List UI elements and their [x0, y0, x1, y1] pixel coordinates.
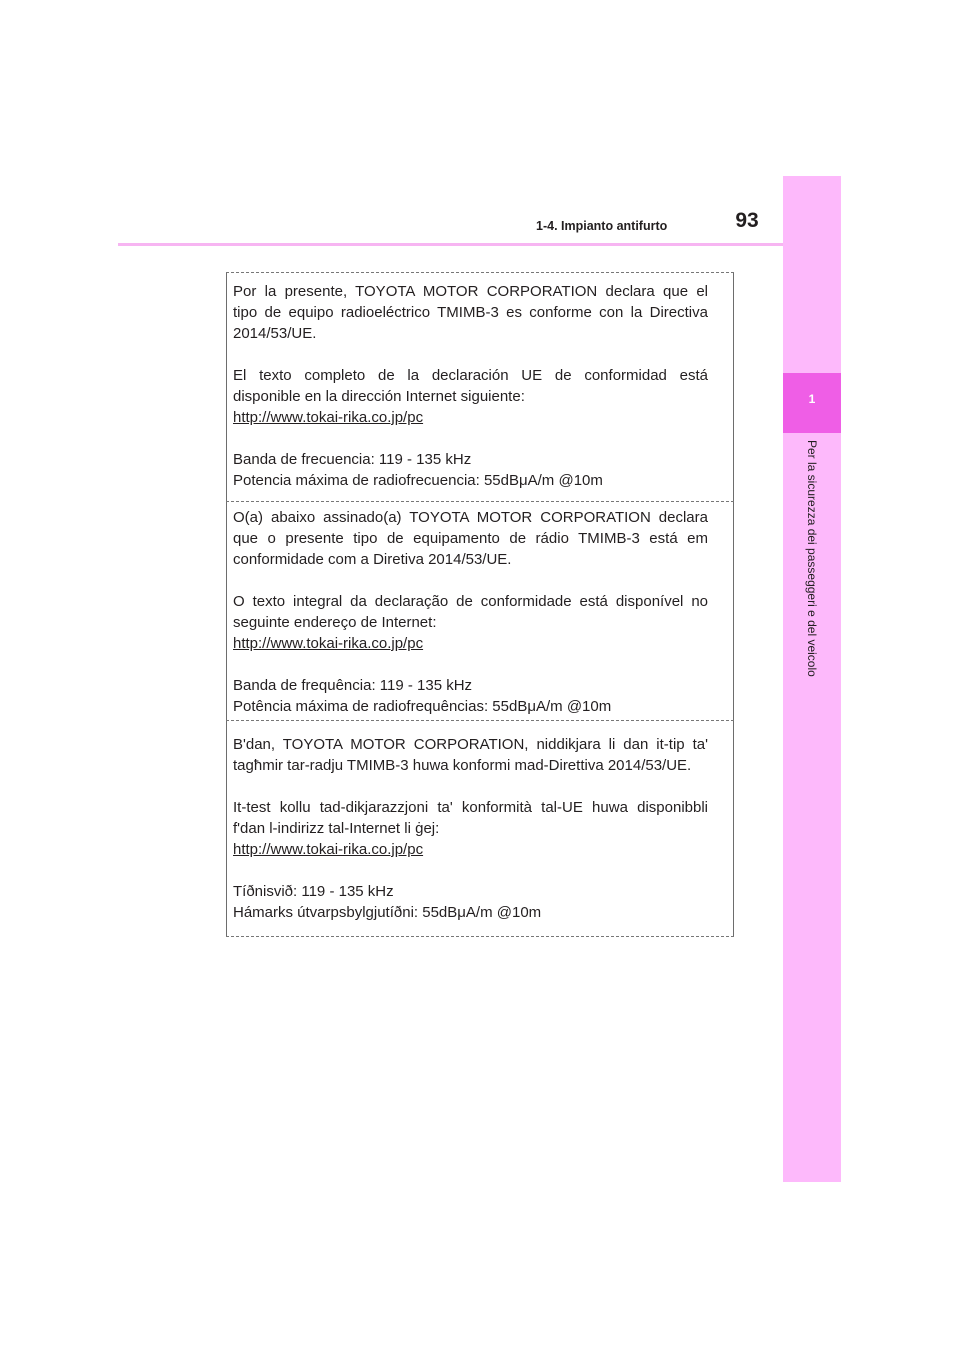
page-number: 93	[735, 209, 759, 232]
availability-line: El texto completo de la declaración UE de conformidad está	[233, 367, 708, 384]
max-power: Potencia máxima de radiofrecuencia: 55dBμA/m @10m	[233, 472, 603, 489]
declaration-line: 2014/53/UE.	[233, 325, 317, 342]
chapter-side-tab	[783, 176, 841, 1182]
availability-line: It-test kollu tad-dikjarazzjoni ta' konformità tal-UE huwa disponibbli	[233, 799, 708, 816]
section-title: 1-4. Impianto antifurto	[536, 219, 668, 233]
frequency-band: Tíðnisvið: 119 - 135 kHz	[233, 883, 394, 900]
declaration-line: Por la presente, TOYOTA MOTOR CORPORATION declara que el	[233, 283, 708, 300]
declaration-url-link[interactable]: http://www.tokai-rika.co.jp/pc	[233, 635, 424, 652]
declaration-line: B'dan, TOYOTA MOTOR CORPORATION, niddikjara li dan it-tip ta'	[233, 736, 708, 753]
declaration-mt	[233, 734, 708, 923]
availability-line: disponible en la dirección Internet siguiente:	[233, 388, 525, 405]
declaration-es	[233, 281, 708, 491]
box-bottom-rule	[226, 936, 734, 937]
chapter-number: 1	[808, 392, 816, 406]
declaration-url-link[interactable]: http://www.tokai-rika.co.jp/pc	[233, 841, 424, 858]
declaration-url-link[interactable]: http://www.tokai-rika.co.jp/pc	[233, 409, 424, 426]
declaration-line: tipo de equipo radioeléctrico TMIMB-3 es conforme con la Directiva	[233, 304, 708, 321]
availability-line: O texto integral da declaração de conformidade está disponível no	[233, 593, 708, 610]
header-rule	[118, 243, 783, 246]
availability-line: seguinte endereço de Internet:	[233, 614, 437, 631]
declaration-line: O(a) abaixo assinado(a) TOYOTA MOTOR CORPORATION declara	[233, 509, 708, 526]
box-divider	[226, 720, 734, 721]
declaration-line: que o presente tipo de equipamento de rádio TMIMB-3 está em	[233, 530, 708, 547]
box-top-rule	[226, 272, 734, 273]
chapter-label: Per la sicurezza dei passeggeri e del veicolo	[805, 440, 819, 677]
max-power: Hámarks útvarpsbylgjutíðni: 55dBμA/m @10m	[233, 904, 542, 921]
max-power: Potência máxima de radiofrequências: 55dBμA/m @10m	[233, 698, 612, 715]
declaration-line: tagħmir tar-radju TMIMB-3 huwa konformi mad-Direttiva 2014/53/UE.	[233, 757, 692, 774]
availability-line: f'dan l-indirizz tal-Internet li ġej:	[233, 820, 440, 837]
declaration-pt	[233, 507, 708, 717]
declaration-line: conformidade com a Diretiva 2014/53/UE.	[233, 551, 512, 568]
frequency-band: Banda de frecuencia: 119 - 135 kHz	[233, 451, 472, 468]
frequency-band: Banda de frequência: 119 - 135 kHz	[233, 677, 473, 694]
box-divider	[226, 501, 734, 502]
